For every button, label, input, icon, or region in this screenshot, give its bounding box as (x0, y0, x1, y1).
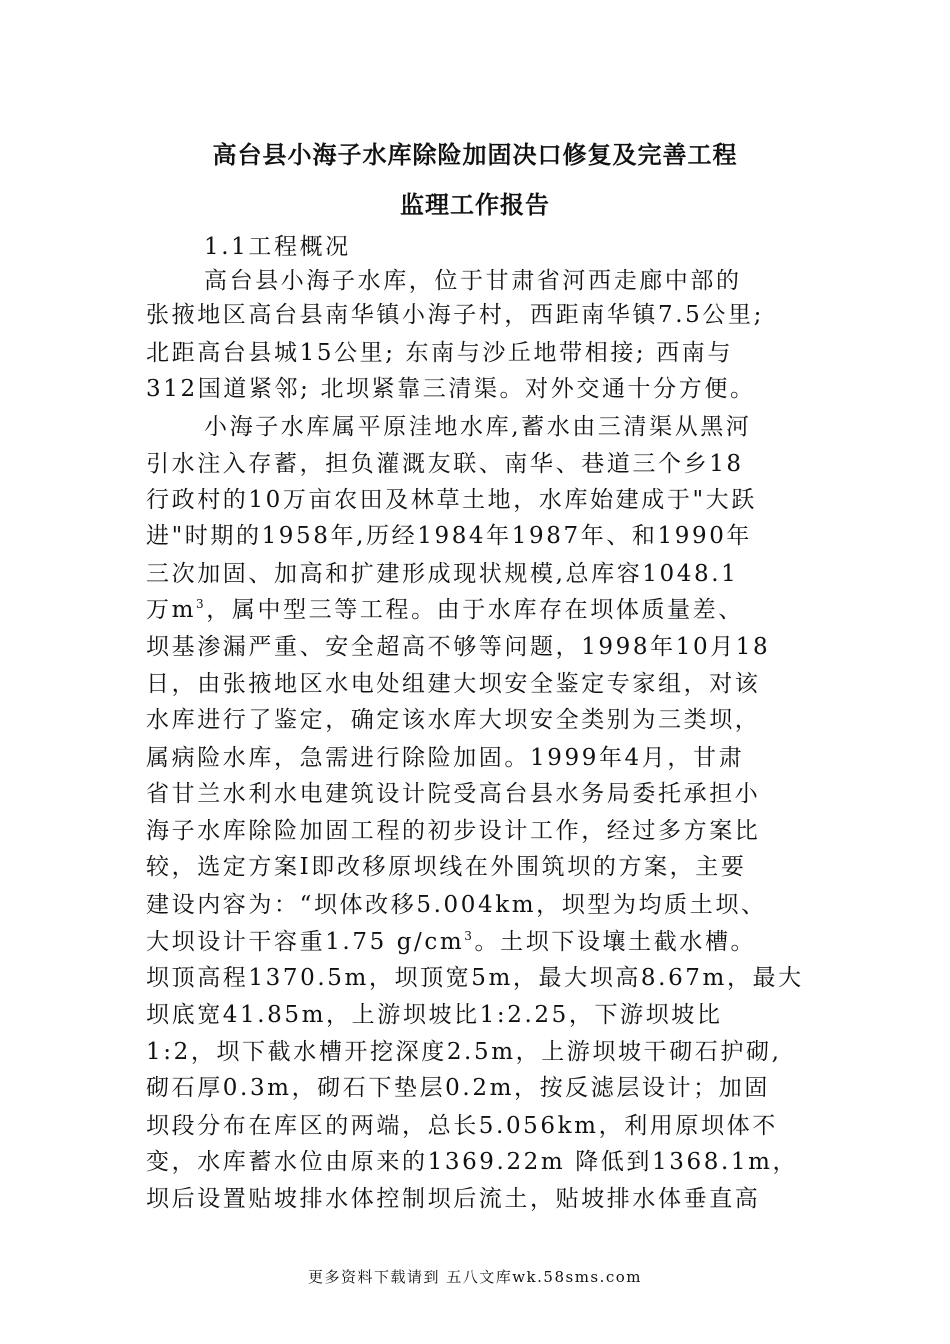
paragraph-line: 水库进行了鉴定，确定该水库大坝安全类别为三类坝， (146, 707, 761, 733)
paragraph-line: 属病险水库，急需进行除险加固。1999年4月，甘肃 (146, 745, 745, 771)
paragraph-line: 坝底宽41.85m，上游坝坡比1:2.25，下游坝坡比 (146, 1002, 723, 1028)
superscript: 3 (464, 929, 475, 943)
paragraph-line: 较，选定方案I即改移原坝线在外围筑坝的方案，主要 (146, 854, 747, 880)
title-line-2: 监理工作报告 (400, 191, 550, 219)
paragraph-line: 坝顶高程1370.5m，坝顶宽5m，最大坝高8.67m，最大 (146, 965, 804, 991)
text-run: ，属中型三等工程。由于水库存在坝体质量差、 (206, 597, 744, 623)
superscript: 3 (196, 597, 207, 611)
title-line-1: 高台县小海子水库除险加固决口修复及完善工程 (212, 141, 738, 169)
paragraph-line: 北距高台县城15公里; 东南与沙丘地带相接; 西南与 (146, 340, 733, 366)
paragraph-line: 建设内容为：“坝体改移5.004km，坝型为均质土坝、 (146, 892, 767, 918)
paragraph-line: 高台县小海子水库，位于甘肃省河西走廊中部的 (204, 268, 742, 294)
text-run: 。土坝下设壤土截水槽。 (474, 929, 757, 955)
paragraph-line: 砌石厚0.3m，砌石下垫层0.2m，按反滤层设计；加固 (146, 1075, 770, 1101)
paragraph-line: 引水注入存蓄，担负灌溉友联、南华、巷道三个乡18 (146, 451, 744, 477)
paragraph-line: 进"时期的1958年,历经1984年1987年、和1990年 (146, 523, 753, 549)
paragraph-line: 312国道紧邻; 北坝紧靠三清渠。对外交通十分方便。 (146, 376, 756, 402)
paragraph-line: 行政村的10万亩农田及林草土地，水库始建成于"大跃 (146, 487, 757, 513)
paragraph-line: 日，由张掖地区水电处组建大坝安全鉴定专家组，对该 (146, 671, 761, 697)
paragraph-line: 小海子水库属平原洼地水库,蓄水由三清渠从黑河 (204, 414, 752, 440)
paragraph-line: 坝基渗漏严重、安全超高不够等问题，1998年10月18 (146, 634, 771, 660)
paragraph-line: 省甘兰水利水电建筑设计院受高台县水务局委托承担小 (146, 781, 761, 807)
paragraph-line: 变，水库蓄水位由原来的1369.22m 降低到1368.1m， (146, 1149, 799, 1175)
text-run: 万m (146, 597, 197, 623)
text-run: 大坝设计干容重1.75 g/cm (146, 929, 465, 955)
paragraph-line: 坝后设置贴坡排水体控制坝后流土，贴坡排水体垂直高 (146, 1186, 761, 1212)
footer-text: 更多资料下载请到 五八文库wk.58sms.com (307, 1268, 643, 1286)
paragraph-line: 海子水库除险加固工程的初步设计工作，经过多方案比 (146, 818, 761, 844)
section-heading: 1.1工程概况 (204, 234, 351, 260)
paragraph-line: 1:2，坝下截水槽开挖深度2.5m，上游坝坡干砌石护砌, (146, 1039, 782, 1065)
paragraph-line: 张掖地区高台县南华镇小海子村，西距南华镇7.5公里; (146, 302, 764, 328)
paragraph-line: 坝段分布在库区的两端，总长5.056km，利用原坝体不 (146, 1113, 778, 1139)
paragraph-line: 三次加固、加高和扩建形成现状规模,总库容1048.1 (146, 561, 739, 587)
paragraph-line (146, 593, 806, 627)
paragraph-line (146, 925, 806, 959)
